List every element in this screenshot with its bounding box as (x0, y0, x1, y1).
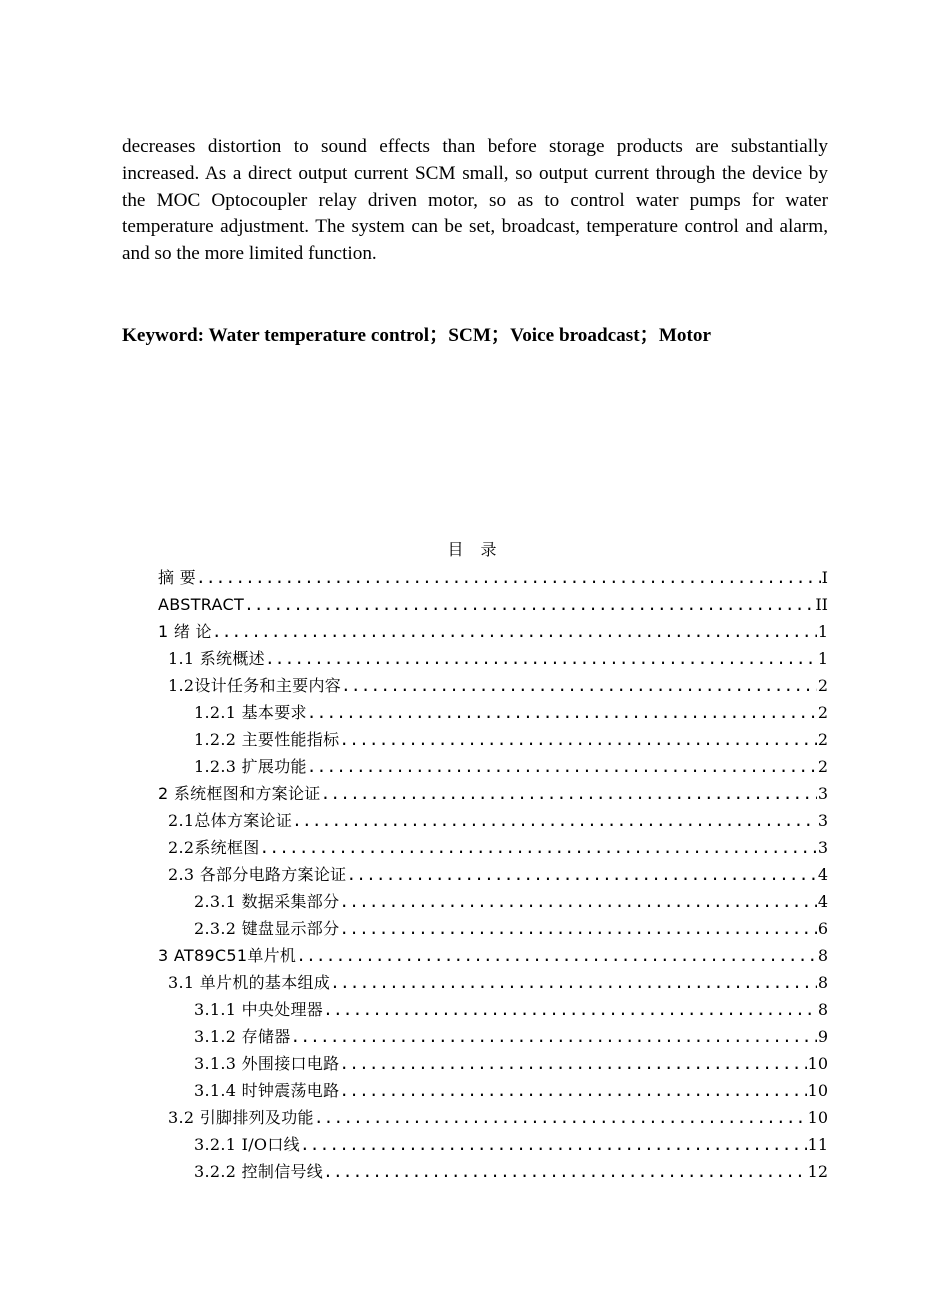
toc-entry-label: ABSTRACT (158, 595, 245, 614)
toc-entry-page: 8 (817, 973, 828, 992)
toc-entry-label: 3.2.1 I/O口线 (194, 1135, 300, 1154)
toc-entry[interactable] (158, 1158, 828, 1185)
toc-dot-leader (196, 564, 821, 591)
toc-entry[interactable] (158, 780, 828, 807)
toc-entry[interactable] (158, 834, 828, 861)
toc-entry[interactable] (158, 672, 828, 699)
toc-entry[interactable] (158, 1023, 828, 1050)
toc-entry-page: 4 (817, 892, 828, 911)
keywords-line: Keyword: Water temperature control；SCM；Voice broadcast；Motor (122, 325, 712, 346)
toc-entry[interactable] (158, 1050, 828, 1077)
toc-entry-label: 摘 要 (158, 568, 196, 587)
toc-entry-page: II (815, 595, 828, 614)
toc-dot-leader (341, 672, 817, 699)
toc-entry-label: 1.2设计任务和主要内容 (168, 676, 342, 695)
toc-entry-label: 3.1.1 中央处理器 (194, 1000, 324, 1019)
toc-dot-leader (300, 1131, 807, 1158)
toc-title: 目 录 (447, 540, 503, 559)
toc-entry-page: 10 (807, 1108, 828, 1127)
toc-entry[interactable] (158, 699, 828, 726)
toc-entry-label: 3.2.2 控制信号线 (194, 1162, 324, 1181)
toc-entry-label: 3.1 单片机的基本组成 (168, 973, 331, 992)
toc-entry[interactable] (158, 1104, 828, 1131)
toc-entry-page: 1 (817, 649, 828, 668)
toc-entry[interactable] (158, 996, 828, 1023)
toc-entry[interactable] (158, 591, 828, 618)
toc-entry[interactable] (158, 1077, 828, 1104)
toc-entry-label: 2.1总体方案论证 (168, 811, 293, 830)
toc-entry[interactable] (158, 726, 828, 753)
toc-entry-page: 3 (817, 838, 828, 857)
toc-entry-label: 1.2.1 基本要求 (194, 703, 307, 722)
toc-dot-leader (323, 1158, 807, 1185)
toc-dot-leader (265, 645, 817, 672)
toc-entry-page: 8 (817, 1000, 828, 1019)
toc-dot-leader (339, 915, 816, 942)
toc-dot-leader (260, 834, 817, 861)
toc-entry-page: 4 (817, 865, 828, 884)
toc-entry[interactable] (158, 753, 828, 780)
toc-dot-leader (307, 753, 817, 780)
toc-entry-page: 11 (807, 1135, 828, 1154)
toc-dot-leader (292, 807, 817, 834)
abstract-paragraph: decreases distortion to sound effects than before storage products are substantially increased. As a direct output current SCM small, so output current through the device by the MOC Optocoupler relay driven motor, so as to control water pumps for water temperature adjustment. The system can be set, broadcast, temperature control and alarm, and so the more limited function. (122, 136, 828, 265)
toc-dot-leader (307, 699, 817, 726)
toc-entry-label: 2 系统框图和方案论证 (158, 784, 321, 803)
toc-dot-leader (346, 861, 816, 888)
toc-entry[interactable] (158, 888, 828, 915)
toc-entry-page: 2 (817, 676, 828, 695)
toc-entry-page: 2 (817, 757, 828, 776)
toc-entry-label: 3 AT89C51单片机 (158, 946, 297, 965)
toc-entry-label: 1.2.3 扩展功能 (194, 757, 307, 776)
toc-dot-leader (314, 1104, 807, 1131)
toc-entry[interactable] (158, 564, 828, 591)
toc-entry[interactable] (158, 807, 828, 834)
toc-entry-label: 2.3.1 数据采集部分 (194, 892, 340, 911)
toc-entry-page: 6 (817, 919, 828, 938)
toc-entry-page: 3 (817, 811, 828, 830)
toc-entry-label: 3.1.2 存储器 (194, 1027, 291, 1046)
toc-entry[interactable] (158, 915, 828, 942)
toc-dot-leader (323, 996, 817, 1023)
toc-dot-leader (244, 591, 814, 618)
toc-entry-label: 3.1.3 外围接口电路 (194, 1054, 340, 1073)
toc-entry-page: 2 (817, 703, 828, 722)
toc-dot-leader (339, 1077, 806, 1104)
toc-entry-label: 1 绪 论 (158, 622, 212, 641)
toc-dot-leader (291, 1023, 817, 1050)
toc-dot-leader (330, 969, 817, 996)
toc-entry-page: 12 (807, 1162, 828, 1181)
toc-dot-leader (321, 780, 817, 807)
toc-entry-label: 1.1 系统概述 (168, 649, 265, 668)
toc-entry-label: 2.3.2 键盘显示部分 (194, 919, 340, 938)
toc-entry-page: 10 (807, 1081, 828, 1100)
toc-entry[interactable] (158, 645, 828, 672)
toc-dot-leader (339, 726, 816, 753)
toc-entry-label: 3.1.4 时钟震荡电路 (194, 1081, 340, 1100)
toc-entry-page: 8 (817, 946, 828, 965)
toc-entry-page: I (821, 568, 828, 587)
toc-entry-label: 1.2.2 主要性能指标 (194, 730, 340, 749)
toc-entry-page: 10 (807, 1054, 828, 1073)
toc-dot-leader (339, 1050, 806, 1077)
toc-entry-page: 1 (817, 622, 828, 641)
toc-entry[interactable] (158, 861, 828, 888)
toc-entry[interactable] (158, 969, 828, 996)
toc-entry-page: 2 (817, 730, 828, 749)
toc-dot-leader (339, 888, 816, 915)
toc-entry-page: 9 (817, 1027, 828, 1046)
toc-dot-leader (296, 942, 817, 969)
toc-entry-page: 3 (817, 784, 828, 803)
toc-entry[interactable] (158, 618, 828, 645)
toc-dot-leader (212, 618, 817, 645)
toc-entry-label: 3.2 引脚排列及功能 (168, 1108, 314, 1127)
table-of-contents (158, 564, 828, 1185)
toc-entry[interactable] (158, 942, 828, 969)
toc-entry-label: 2.3 各部分电路方案论证 (168, 865, 347, 884)
toc-entry[interactable] (158, 1131, 828, 1158)
toc-entry-label: 2.2系统框图 (168, 838, 260, 857)
